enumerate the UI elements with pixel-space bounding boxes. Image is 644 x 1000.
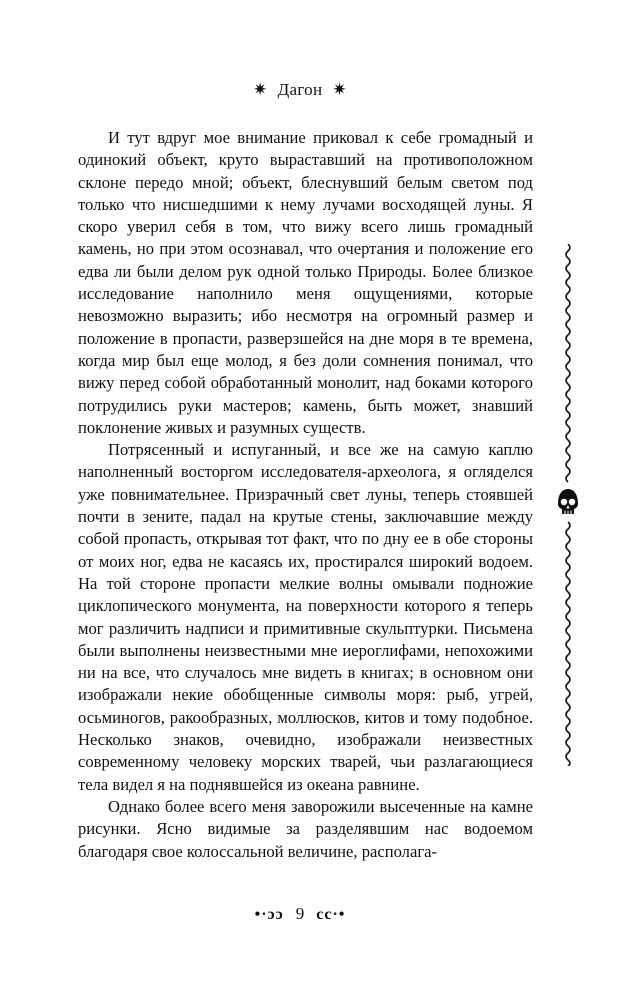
wave-line-top [566,244,570,482]
paragraph: И тут вдруг мое внимание приковал к себе громадный и одинокий объект, круто выраставший на противоположном склоне передо мной; объект, блеснувший белым светом под только что нисшедшими к нему лучами восходящей луны. Я скоро уверил себя в том, что вижу всего лишь громадный камень, но при этом осознавал, что очертания и положение его едва ли были делом рук одной только Природы. Более близкое исследование наполнило меня ощущениями, которые невозможно выразить; ибо несмотря на огромный размер и положение в пропасти, разверзшейся на дне моря в те времена, когда мир был еще молод, я без доли сомнения понимал, что вижу перед собой обработанный монолит, над боками которого потрудились руки мастеров; камень, быть может, знавший поклонение живых и разумных существ. [78,128,533,437]
folio-ornament-left: •·ɔɔ [254,906,284,923]
body-text [78,127,533,863]
paragraph: Однако более всего меня заворожили высеченные на камне рисунки. Ясно видимые за разделявшим нас водоемом благодаря свое колоссальной величине, располага- [78,796,533,861]
page-footer [0,904,600,924]
star-ornament-left: ✷ [253,80,268,99]
header-title: Дагон [277,80,323,99]
edge-wave-marker [548,244,588,766]
skull-icon [558,489,578,514]
star-ornament-right: ✷ [332,80,347,99]
wave-line-bottom [566,522,570,766]
folio-ornament-right: cc·• [316,906,346,923]
page-number: 9 [295,904,305,923]
running-header [0,80,600,100]
paragraph: Потрясенный и испуганный, и все же на самую каплю наполненный восторгом исследователя-археолога, я огляделся уже повнимательнее. Призрачный свет луны, теперь стоявшей почти в зените, падал на крутые стены, заключавшие между собой пропасть, открывая тот факт, что по дну ее в обе стороны от моих ног, едва не касаясь их, простирался широкий водоем. На той стороне пропасти мелкие волны омывали подножие циклопического монумента, на поверхности которого я теперь мог различить надписи и примитивные скульптурки. Письмена были выполнены неизвестными мне иероглифами, непохожими ни на все, что случалось мне видеть в книгах; в основном они изображали некие обобщенные символы моря: рыб, угрей, осьминогов, ракообразных, моллюсков, китов и тому подобное. Несколько знаков, очевидно, изображали неизвестных современному человеку морских тварей, чьи разлагающиеся тела видел я на поднявшейся из океана равнине. [78,440,533,794]
